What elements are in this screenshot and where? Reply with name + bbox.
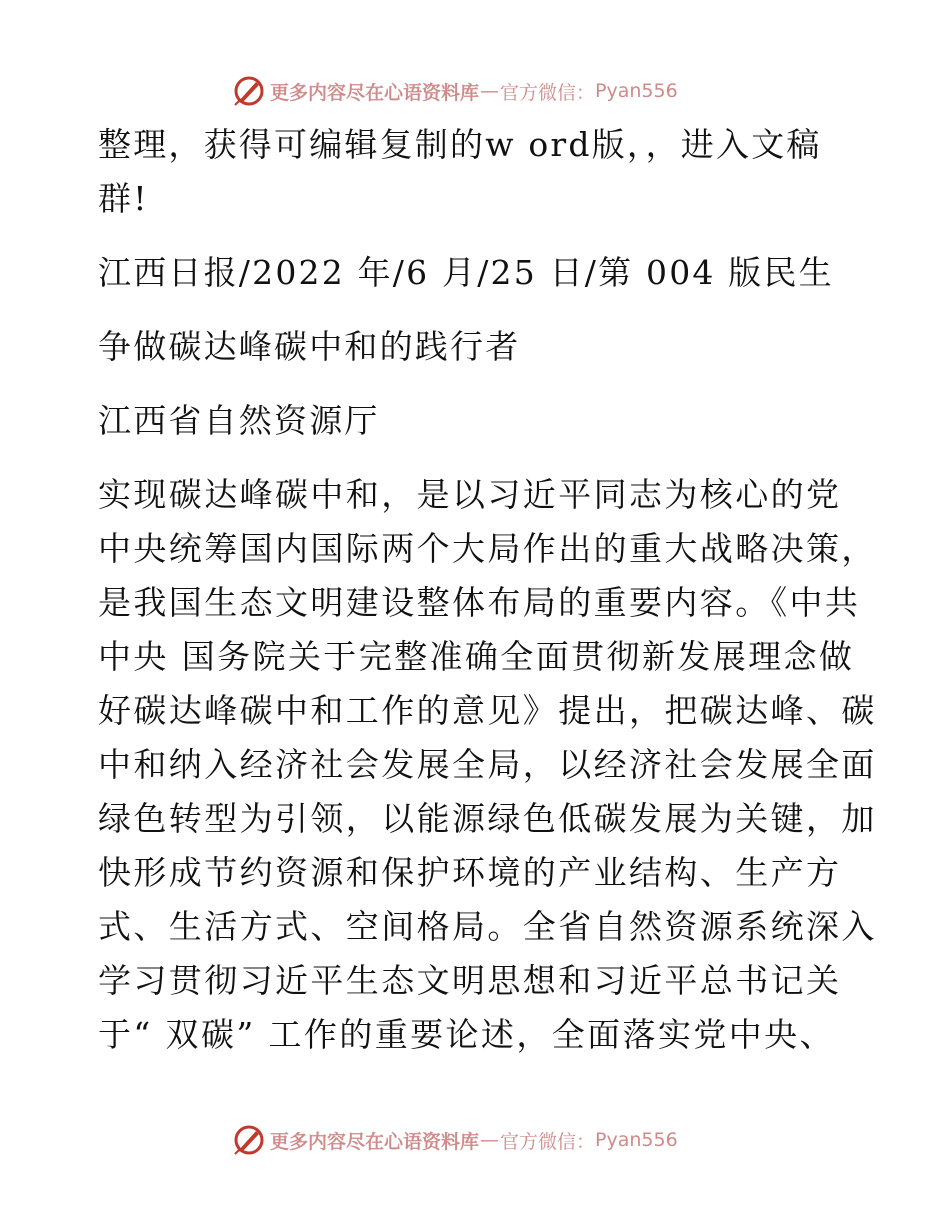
watermark-wechat-id: Pyan556 — [595, 80, 678, 102]
paragraph-line: 快形成节约资源和保护环境的产业结构、生产方 — [98, 853, 842, 892]
paragraph-line: 于“ 双碳” 工作的重要论述，全面落实党中央、 — [98, 1015, 835, 1054]
intro-line-1: 整理，获得可编辑复制的w ord版，，进入文稿 — [98, 125, 822, 164]
paragraph-line: 绿色转型为引领，以能源绿色低碳发展为关键，加 — [98, 799, 877, 838]
watermark-main-text: 更多内容尽在心语资料库 — [270, 1130, 480, 1153]
watermark-sub-text: 官方微信： — [500, 1130, 596, 1153]
paragraph-line: 实现碳达峰碳中和，是以习近平同志为核心的党 — [98, 475, 842, 514]
watermark-sub-text: 官方微信： — [500, 81, 596, 104]
watermark-dash: — — [480, 80, 500, 102]
paragraph-line: 中央统筹国内国际两个大局作出的重大战略决策， — [98, 529, 877, 568]
document-body — [98, 118, 877, 1062]
paragraph-line: 式、生活方式、空间格局。全省自然资源系统深入 — [98, 907, 877, 946]
article-paragraph — [98, 468, 877, 1062]
article-title: 争做碳达峰碳中和的践行者 — [98, 327, 521, 366]
footer-watermark — [232, 1120, 678, 1160]
paragraph-line: 好碳达峰碳中和工作的意见》提出，把碳达峰、碳 — [98, 691, 877, 730]
quill-circle-logo-icon — [232, 74, 266, 108]
article-author: 江西省自然资源厅 — [98, 401, 380, 440]
intro-line-2: 群! — [98, 179, 149, 218]
paragraph-line: 是我国生态文明建设整体布局的重要内容。《中共 — [98, 583, 861, 622]
watermark-main-text: 更多内容尽在心语资料库 — [270, 81, 480, 104]
paragraph-line: 中央 国务院关于完整准确全面贯彻新发展理念做 — [98, 637, 855, 676]
header-watermark — [232, 71, 678, 111]
watermark-dash: — — [480, 1129, 500, 1151]
paragraph-line: 学习贯彻习近平生态文明思想和习近平总书记关 — [98, 961, 842, 1000]
watermark-wechat-id: Pyan556 — [595, 1129, 678, 1151]
paragraph-line: 中和纳入经济社会发展全局，以经济社会发展全面 — [98, 745, 877, 784]
source-line: 江西日报/2022 年/6 月/25 日/第 004 版民生 — [98, 253, 834, 292]
quill-circle-logo-icon — [232, 1123, 266, 1157]
